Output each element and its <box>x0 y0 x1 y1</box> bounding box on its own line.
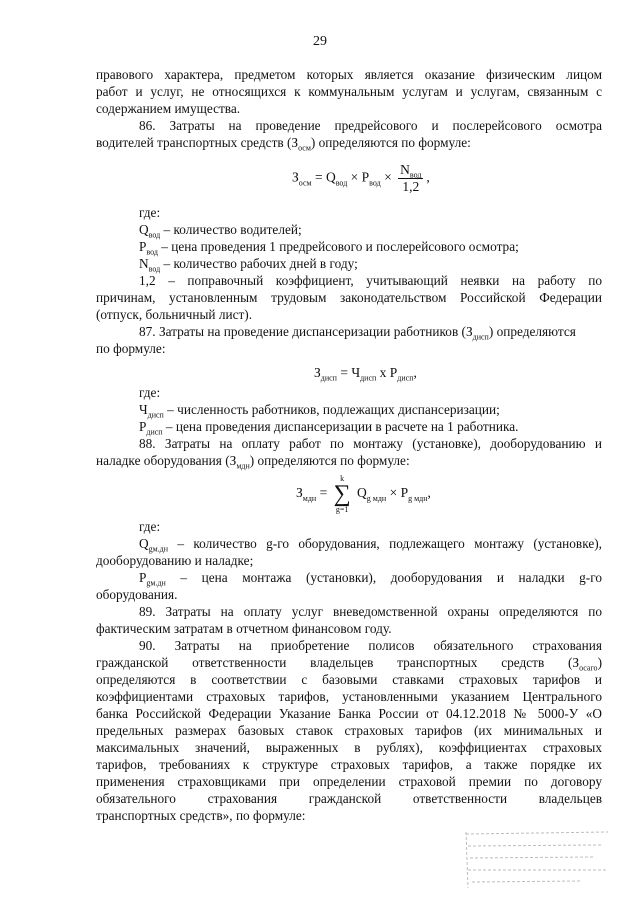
text-line: транспортных средств», по формуле: <box>96 808 306 823</box>
text-line: $Р_{дисп}$ – цена проведения диспансеризации в расчете на 1 работника. <box>139 419 519 437</box>
paragraph-86-start: 86. Затраты на проведение предрейсового и послерейсового осмотра <box>139 118 602 133</box>
paragraph-90-start: 90. Затраты на приобретение полисов обязательного страхования <box>139 638 602 653</box>
text-line: $P_{gм.дн}$ – цена монтажа (установки), дооборудования и наладки g-го <box>139 570 602 588</box>
text-line: предельных размерах базовых ставок страховых тарифов (их минимальных и <box>96 723 602 738</box>
text-line: $P_{вод}$ – цена проведения 1 предрейсового и послерейсового осмотра; <box>139 239 519 257</box>
text-line: причинам, установленным трудовым законодательством Российской Федерации <box>96 290 602 305</box>
paragraph-89-start: 89. Затраты на оплату услуг вневедомственной охраны определяются по <box>139 604 602 619</box>
text-line: $N_{вод}$ – количество рабочих дней в году; <box>139 256 358 274</box>
where-label: где: <box>139 519 161 534</box>
text-line: по формуле: <box>96 341 166 356</box>
text-line: определяются в соответствии с базовыми ставками страховых тарифов и <box>96 672 602 687</box>
formula-disp: $З_{дисп} = Ч_{дисп}$ х $Р_{дисп}$, <box>314 365 417 383</box>
where-label: где: <box>139 205 161 220</box>
paragraph-87-start: 87. Затраты на проведение диспансеризации работников $(З_{дисп})$ определяются <box>139 324 576 342</box>
text-line: банка Российской Федерации Указание Банка России от 04.12.2018 № 5000-У «О <box>96 706 602 721</box>
text-line: содержанием имущества. <box>96 101 241 116</box>
text-line: водителей транспортных средств $(З_{осм})$ определяются по формуле: <box>96 135 471 153</box>
text-line: наладке оборудования $(З_{мдн})$ определяются по формуле: <box>96 453 410 471</box>
formula-mdn: $З_{мдн}$ = k ∑ g=1 $Q_{g мдн} \times Р_{g мдн}$, <box>296 474 431 514</box>
text-line: правового характера, предметом которых является оказание физическим лицом <box>96 67 602 82</box>
text-line: гражданской ответственности владельцев транспортных средств $(З_{осаго})$ <box>96 655 602 673</box>
text-line: тарифов, требованиях к структуре страховых тарифов, а также порядке их <box>96 757 602 772</box>
sum-sign: k ∑ g=1 <box>333 474 351 514</box>
text-line: 1,2 – поправочный коэффициент, учитывающий неявки на работу по <box>139 273 602 288</box>
page-number: 29 <box>313 34 327 49</box>
text-line: $Ч_{дисп}$ – численность работников, подлежащих диспансеризации; <box>139 402 500 420</box>
stamp-mark <box>462 826 612 896</box>
text-line: обязательного страхования гражданской ответственности владельцев <box>96 791 602 806</box>
text-line: (отпуск, больничный лист). <box>96 307 253 322</box>
paragraph-88-start: 88. Затраты на оплату работ по монтажу (установке), дооборудованию и <box>139 436 602 451</box>
text-line: $Q_{gм.дн}$ – количество g-го оборудования, подлежащего монтажу (установке), <box>139 536 602 554</box>
text-line: $Q_{вод}$ – количество водителей; <box>139 222 302 240</box>
text-line: фактическим затратам в отчетном финансовом году. <box>96 621 392 636</box>
text-line: коэффициентами страховых тарифов, установленными указанием Центрального <box>96 689 602 704</box>
text-line: применения страховщиками при определении страховой премии по договору <box>96 774 602 789</box>
text-line: оборудования. <box>96 587 178 602</box>
formula-osm: $З_{осм} = Q_{вод} \times Р_{вод}$ × $\frac{N_{вод}}{1,2}$ , <box>292 162 430 194</box>
text-line: работ и услуг, не относящихся к коммунальным услугам и услугам, связанным с <box>96 84 602 99</box>
text-line: максимальных значений, выраженных в рублях), коэффициентах страховых <box>96 740 602 755</box>
fraction: $\frac{N_{вод}}{1,2}$ <box>400 162 422 194</box>
where-label: где: <box>139 385 161 400</box>
text-line: дооборудованию и наладке; <box>96 553 254 568</box>
